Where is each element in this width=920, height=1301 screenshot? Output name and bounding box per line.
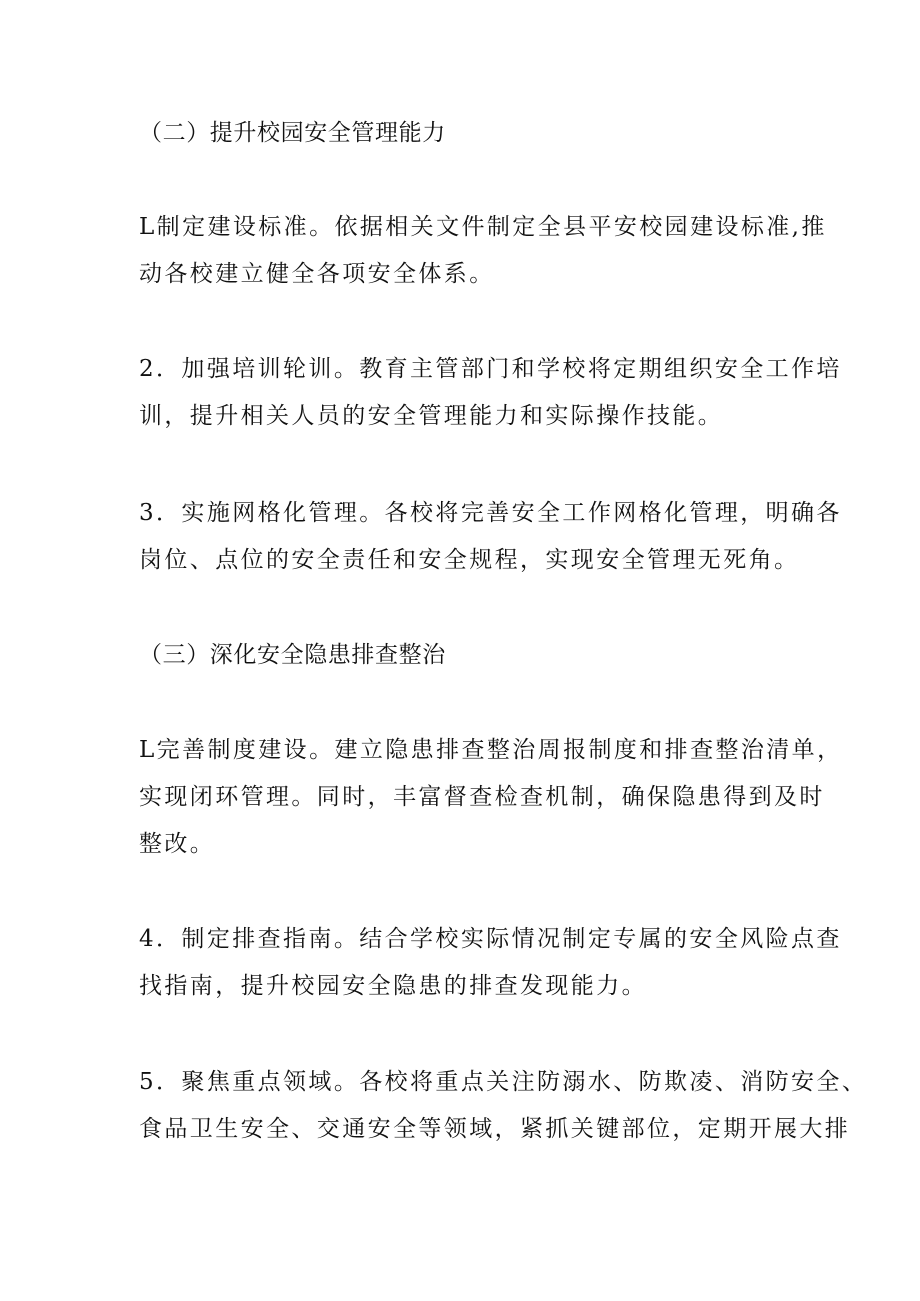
paragraph-6-line-2: 食品卫生安全、交通安全等领域，紧抓关键部位，定期开展大排 [139,1116,851,1142]
paragraph-2-line-1: 2．加强培训轮训。教育主管部门和学校将定期组织安全工作培 [139,356,842,382]
paragraph-4-line-1: L完善制度建设。建立隐患排查整治周报制度和排查整治清单， [139,737,843,763]
paragraph-4-line-3: 整改。 [139,831,216,857]
paragraph-2-line-2: 训，提升相关人员的安全管理能力和实际操作技能。 [139,403,724,429]
section-heading-3: （三）深化安全隐患排查整治 [139,642,446,668]
paragraph-1-line-2: 动各校建立健全各项安全体系。 [139,261,495,287]
paragraph-5-line-2: 找指南，提升校园安全隐患的排查发现能力。 [139,973,647,999]
section-heading-2: （二）提升校园安全管理能力 [139,120,446,146]
paragraph-3-line-2: 岗位、点位的安全责任和安全规程，实现安全管理无死角。 [139,547,800,573]
paragraph-5-line-1: 4．制定排查指南。结合学校实际情况制定专属的安全风险点查 [139,926,842,952]
paragraph-3-line-1: 3．实施网格化管理。各校将完善安全工作网格化管理，明确各 [139,500,842,526]
paragraph-1-line-1: L制定建设标准。依据相关文件制定全县平安校园建设标准,推 [139,214,827,240]
paragraph-4-line-2: 实现闭环管理。同时，丰富督查检查机制，确保隐患得到及时 [139,784,825,810]
paragraph-6-line-1: 5．聚焦重点领域。各校将重点关注防溺水、防欺凌、消防安全、 [139,1069,868,1095]
